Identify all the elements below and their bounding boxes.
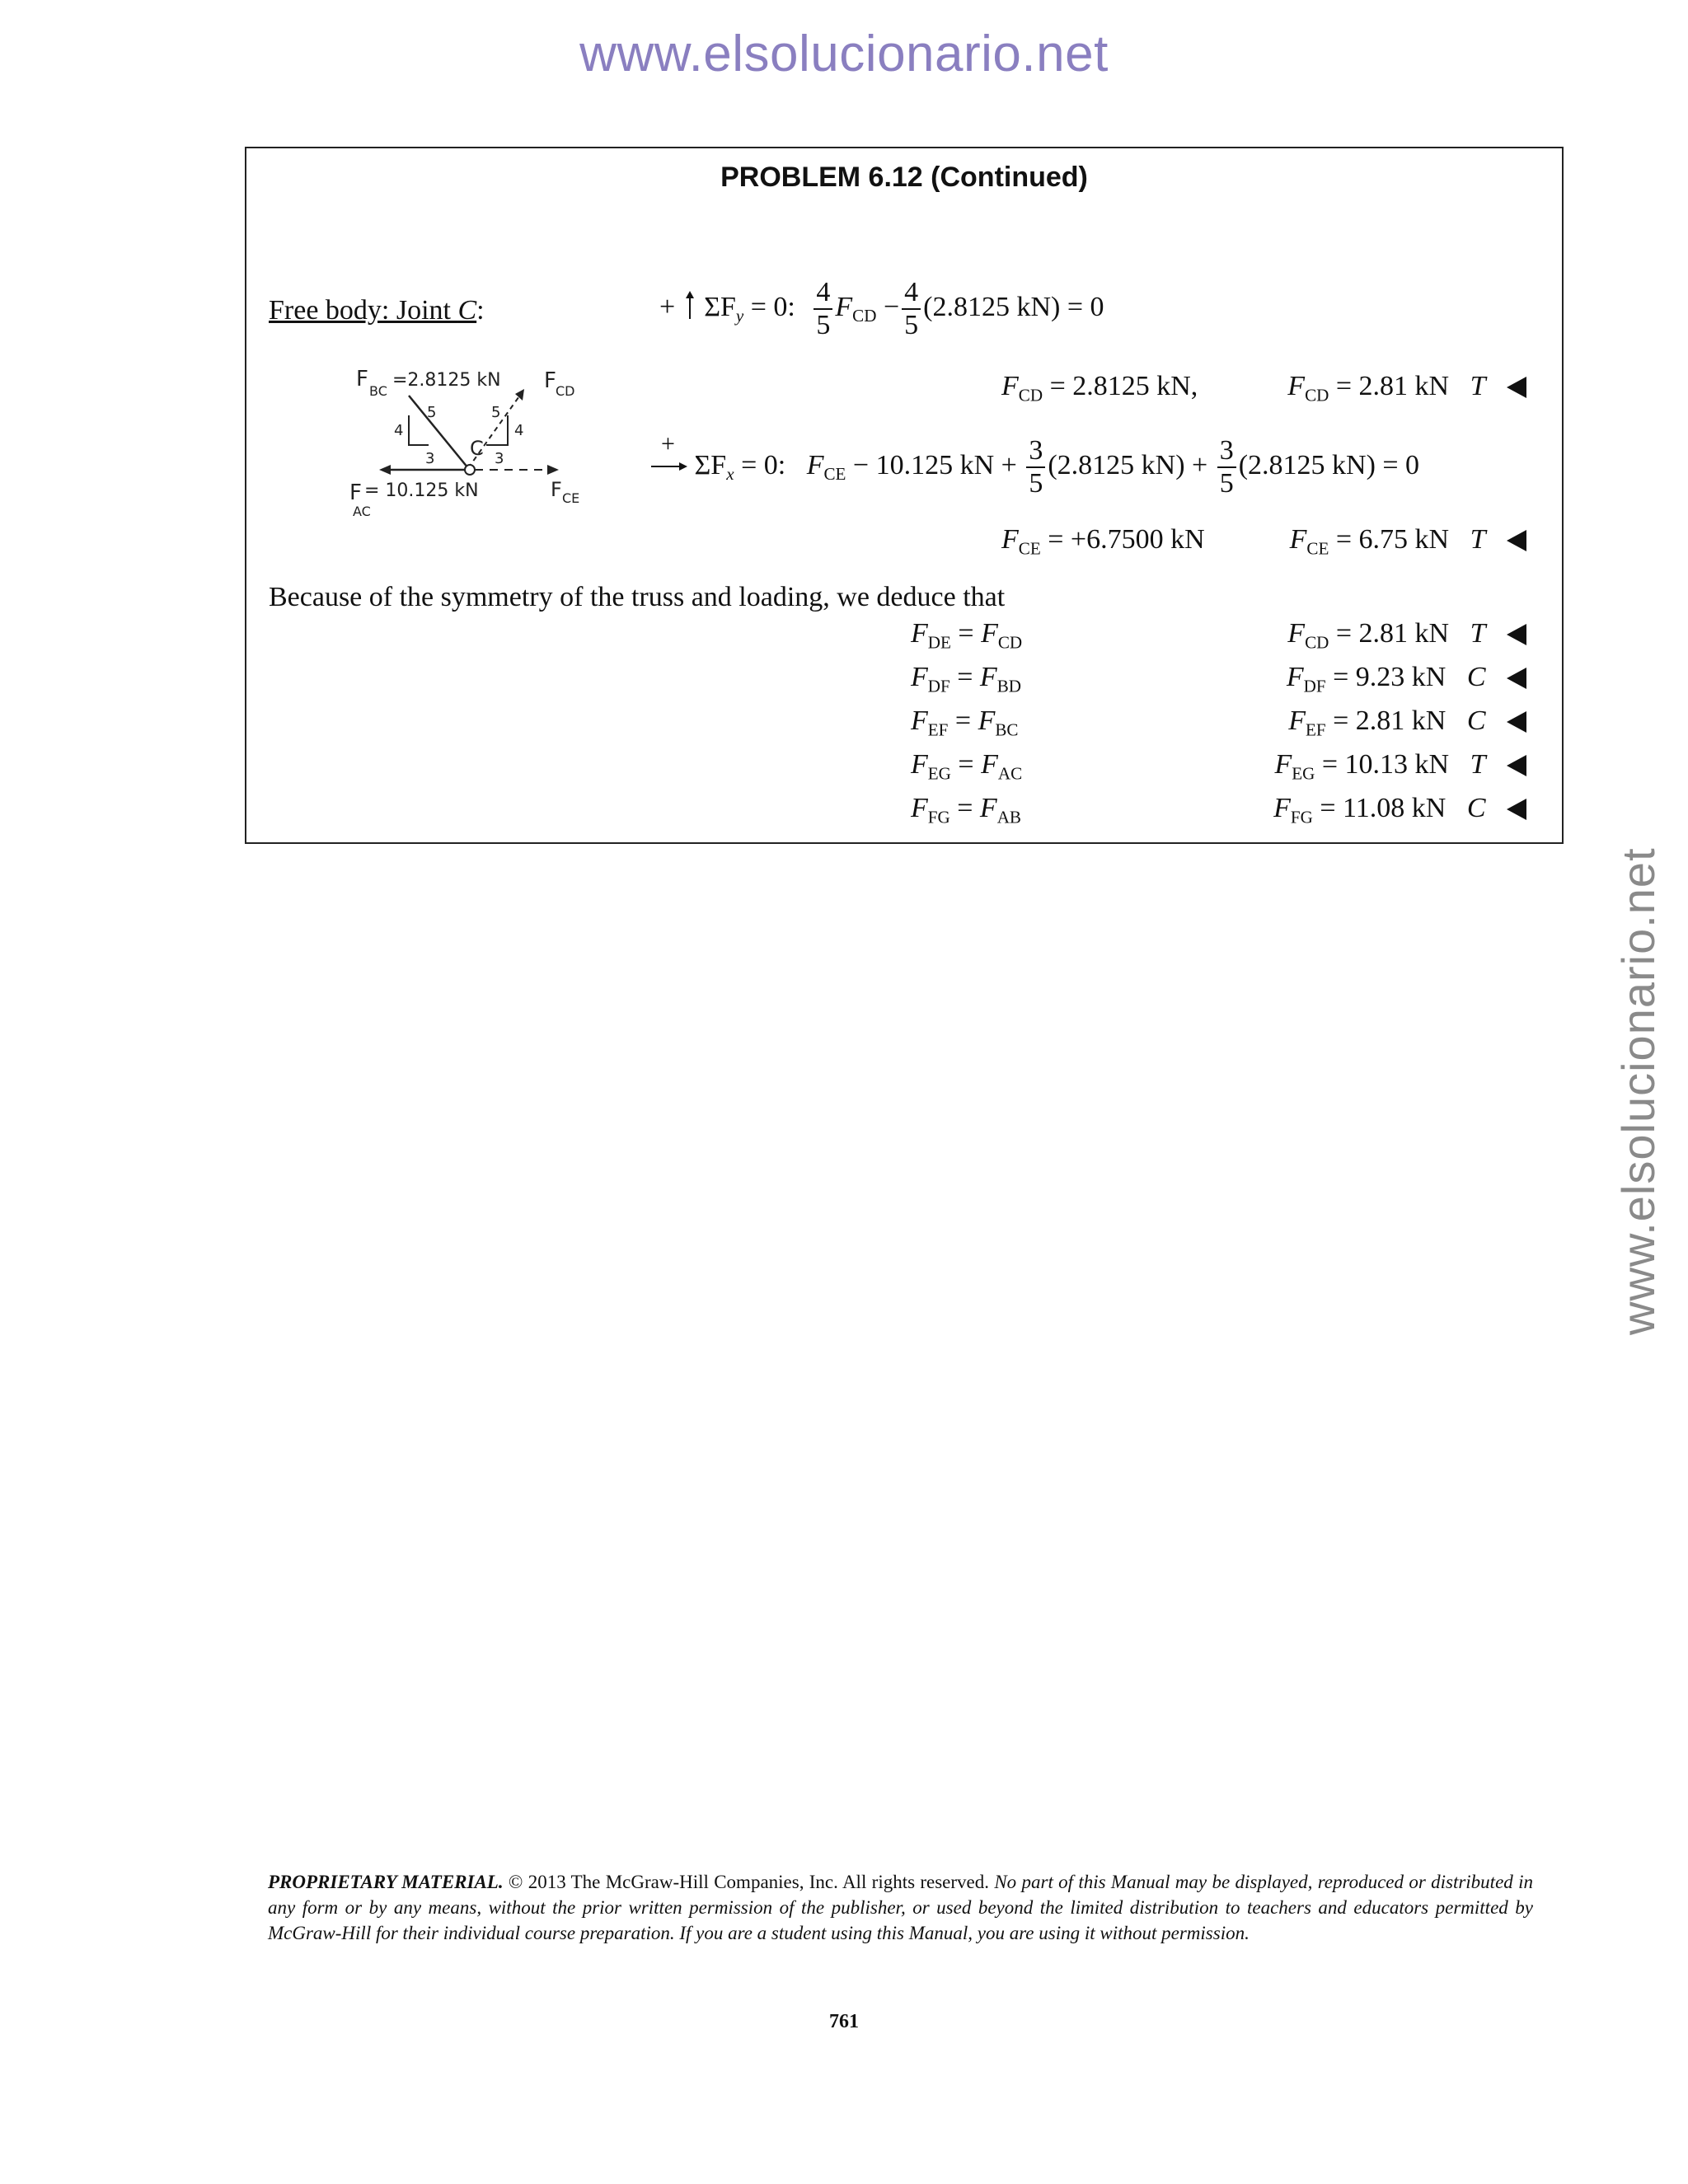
sum-fy-fcd: F — [835, 291, 853, 322]
fce-int-sym: F — [1001, 524, 1019, 555]
sketch-joint-label: C — [470, 437, 484, 460]
fcd-int-sub: CD — [1018, 385, 1043, 405]
sym-left-sub1: DE — [927, 632, 951, 653]
sketch-joint-circle — [465, 465, 475, 475]
sym-res-value: = 11.08 kN — [1312, 793, 1447, 823]
sketch-slope-left — [409, 415, 429, 445]
fce-intermediate — [1001, 524, 1205, 559]
fcd-result-sym: F — [1287, 371, 1306, 401]
footer-normal: © 2013 The McGraw-Hill Companies, Inc. All rights reserved. — [503, 1872, 990, 1892]
sum-fy-equation — [659, 279, 1104, 340]
sketch-slope-a-2: 3 — [425, 450, 435, 467]
sym-res-type: C — [1466, 662, 1486, 692]
sum-fy-tail: (2.8125 kN) = 0 — [923, 291, 1104, 322]
sum-fy-sign: + — [659, 291, 676, 322]
fcd-int-value: = 2.8125 kN, — [1043, 371, 1198, 401]
sum-fx-part2: (2.8125 kN) = 0 — [1238, 449, 1420, 480]
sym-res-sub: EG — [1292, 763, 1315, 784]
sym-res-f: F — [1274, 749, 1292, 780]
sketch-ac-arrowhead — [379, 465, 391, 475]
sum-fy-frac1 — [814, 279, 832, 340]
answer-marker-icon — [1507, 755, 1526, 776]
sketch-fac-label: F — [349, 480, 362, 505]
sym-left-sub2: AB — [996, 807, 1021, 827]
footer-italic: No part of this Manual may be displayed, reproduced or distributed in any form or by any means, without the prior written permission of the publisher, or used beyond the limited distribution to teachers and educators permitted by McGraw-Hill for their individual course preparation. If you are a student using this Manual, you are using it without permission. — [268, 1872, 1533, 1943]
sketch-slope-b-0: 5 — [491, 404, 501, 421]
sym-left-sub1: FG — [927, 807, 950, 827]
fce-result — [1236, 524, 1526, 559]
symmetry-result-row — [1236, 793, 1526, 827]
symmetry-eq-row — [911, 749, 1023, 784]
fce-result-value: = 6.75 kN — [1329, 524, 1450, 555]
sum-fy-fcd-sub: CD — [852, 306, 877, 326]
sym-res-value: = 10.13 kN — [1315, 749, 1450, 780]
fcd-result-sub: CD — [1305, 385, 1329, 405]
sym-left-f1: F — [911, 662, 928, 692]
sym-res-type: T — [1470, 749, 1486, 780]
sum-fx-fce-sub: CE — [823, 464, 846, 485]
sketch-slope-b-2: 3 — [495, 450, 504, 467]
sym-res-f: F — [1273, 793, 1291, 823]
sym-left-f1: F — [911, 618, 928, 649]
symmetry-result-row — [1236, 662, 1526, 696]
sym-res-value: = 2.81 kN — [1329, 618, 1450, 649]
sum-fx-frac1-den: 5 — [1029, 468, 1043, 499]
sym-res-type: C — [1466, 705, 1486, 736]
sym-eq: = — [948, 705, 978, 736]
sum-fx-mid: − 10.125 kN + — [846, 449, 1025, 480]
answer-marker-icon — [1507, 799, 1526, 820]
symmetry-eq-row — [911, 793, 1021, 827]
fce-result-type: T — [1470, 524, 1486, 555]
fcd-result-value: = 2.81 kN — [1329, 371, 1450, 401]
fce-int-value: = +6.7500 kN — [1040, 524, 1205, 555]
symmetry-eq-row — [911, 662, 1021, 696]
symmetry-intro: Because of the symmetry of the truss and loading, we deduce that — [269, 582, 1006, 612]
sym-res-type: C — [1466, 793, 1486, 823]
sketch-slope-a-1: 5 — [427, 404, 437, 421]
symmetry-result-row — [1236, 749, 1526, 784]
sum-fx-lhs-sub: x — [726, 464, 734, 485]
sum-fx-frac2-num: 3 — [1217, 437, 1236, 468]
copyright-footer — [268, 1869, 1533, 1946]
fce-result-sym: F — [1289, 524, 1307, 555]
sketch-fcd-sub: CD — [556, 383, 575, 399]
sketch-fbc-sub: BC — [369, 383, 387, 399]
fce-result-sub: CE — [1306, 538, 1329, 559]
sum-fy-frac2-den: 5 — [904, 310, 919, 340]
free-body-prefix: Free body: Joint — [269, 295, 458, 326]
sum-fy-lhs-sub: y — [735, 306, 744, 326]
symmetry-result-row — [1236, 705, 1526, 740]
fcd-int-sym: F — [1001, 371, 1019, 401]
symmetry-eq-row — [911, 618, 1023, 653]
sym-res-value: = 9.23 kN — [1325, 662, 1447, 692]
sketch-member-bc — [409, 396, 468, 468]
sum-fx-part1: (2.8125 kN) + — [1048, 449, 1215, 480]
sym-left-sub1: EG — [927, 763, 951, 784]
sum-fx-sign: + — [661, 429, 675, 457]
sym-left-f2: F — [981, 749, 998, 780]
watermark-top: www.elsolucionario.net — [579, 26, 1109, 82]
free-body-joint: C — [457, 295, 477, 326]
answer-marker-icon — [1507, 530, 1526, 551]
sum-fx-lhs: ΣF — [694, 449, 727, 480]
sym-res-sub: CD — [1305, 632, 1329, 653]
sketch-slope-a-0: 4 — [394, 422, 404, 439]
sum-fy-eq: = 0: — [743, 291, 795, 322]
sym-left-f1: F — [911, 793, 928, 823]
sum-fy-frac1-num: 4 — [814, 279, 832, 310]
sketch-slope-b-1: 4 — [514, 422, 524, 439]
sym-res-sub: DF — [1303, 676, 1326, 696]
problem-title: PROBLEM 6.12 (Continued) — [720, 162, 1088, 193]
watermark-side-text: www.elsolucionario.net — [1612, 847, 1664, 1335]
symmetry-result-row — [1236, 618, 1526, 653]
answer-marker-icon — [1507, 624, 1526, 645]
fce-int-sub: CE — [1018, 538, 1041, 559]
sketch-fcd-label: F — [544, 368, 556, 393]
footer-bold: PROPRIETARY MATERIAL. — [268, 1872, 504, 1892]
sketch-fac-value: = 10.125 kN — [364, 480, 479, 501]
sum-fx-sign-arrow — [651, 429, 687, 480]
sym-left-sub1: DF — [927, 676, 950, 696]
sketch-fac-sub: AC — [353, 504, 371, 519]
fcd-intermediate — [1001, 371, 1198, 405]
sym-left-f1: F — [911, 705, 928, 736]
sum-fx-frac2-den: 5 — [1219, 468, 1234, 499]
right-arrow-icon — [651, 461, 687, 472]
joint-c-sketch — [346, 363, 610, 527]
sketch-fbc-value: =2.8125 kN — [392, 370, 501, 391]
sym-left-f2: F — [979, 793, 997, 823]
up-arrow-icon — [682, 291, 697, 321]
sym-eq: = — [950, 749, 982, 780]
sum-fx-equation — [651, 429, 1420, 499]
sym-left-sub2: CD — [997, 632, 1023, 653]
sum-fx-frac1 — [1026, 437, 1045, 498]
sym-res-value: = 2.81 kN — [1325, 705, 1447, 736]
sum-fy-frac1-den: 5 — [816, 310, 831, 340]
sketch-fce-label: F — [551, 478, 562, 501]
fcd-result-type: T — [1470, 371, 1486, 401]
sum-fx-fce: F — [806, 449, 824, 480]
sym-left-sub2: BD — [996, 676, 1021, 696]
sym-eq: = — [950, 618, 982, 649]
sym-left-f2: F — [979, 662, 997, 692]
sketch-fce-sub: CE — [562, 490, 580, 506]
sym-left-f2: F — [981, 618, 998, 649]
fcd-result — [1236, 371, 1526, 405]
symmetry-eq-row — [911, 705, 1019, 740]
sum-fx-frac2 — [1217, 437, 1236, 498]
sum-fx-frac1-num: 3 — [1026, 437, 1045, 468]
sym-left-sub1: EF — [927, 719, 949, 740]
sym-res-f: F — [1287, 618, 1306, 649]
sym-res-f: F — [1286, 662, 1304, 692]
sum-fy-minus: − — [883, 291, 900, 322]
sym-res-sub: FG — [1290, 807, 1313, 827]
sym-left-f1: F — [911, 749, 928, 780]
sym-res-sub: EF — [1305, 719, 1326, 740]
sym-eq: = — [950, 662, 980, 692]
page-number: 761 — [829, 2011, 859, 2032]
sym-left-f2: F — [978, 705, 996, 736]
answer-marker-icon — [1507, 668, 1526, 689]
sum-fy-frac2-num: 4 — [902, 279, 921, 310]
sym-left-sub2: AC — [997, 763, 1023, 784]
sym-left-sub2: BC — [995, 719, 1019, 740]
sym-eq: = — [950, 793, 980, 823]
free-body-suffix: : — [476, 295, 485, 326]
sketch-ce-arrowhead — [547, 465, 559, 475]
answer-marker-icon — [1507, 377, 1526, 398]
sum-fy-frac2 — [902, 279, 921, 340]
free-body-label — [269, 295, 485, 326]
sum-fy-lhs: ΣF — [704, 291, 736, 322]
sym-res-f: F — [1288, 705, 1306, 736]
answer-marker-icon — [1507, 711, 1526, 733]
sketch-fbc-label: F — [356, 367, 368, 391]
sym-res-type: T — [1470, 618, 1486, 649]
sum-fx-eq: = 0: — [734, 449, 786, 480]
